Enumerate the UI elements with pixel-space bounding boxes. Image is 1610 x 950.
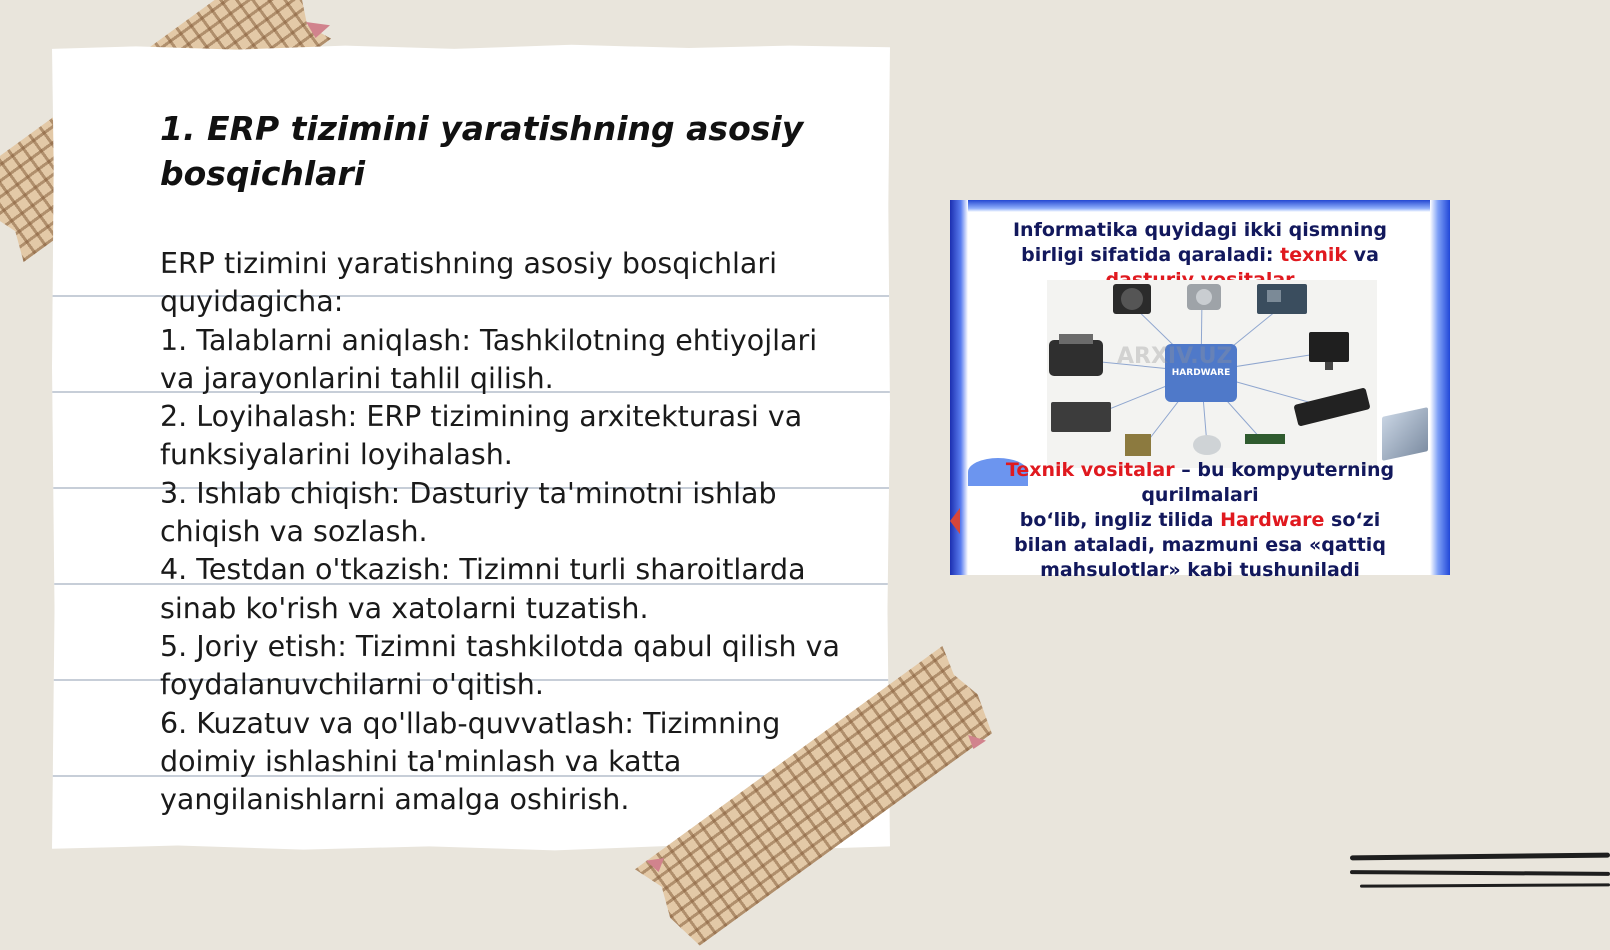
ram-icon <box>1245 434 1285 444</box>
brush-stroke <box>1360 883 1610 887</box>
body-step-4: 4. Testdan o'tkazish: Tizimni turli sharoitlarda sinab ko'rish va xatolarni tuzatish. <box>160 553 806 625</box>
brush-stroke <box>1350 870 1610 876</box>
slide-body <box>160 245 850 819</box>
caption-text3a: bo‘lib, ingliz tilida <box>1019 509 1221 531</box>
caption-text2: qurilmalari <box>1141 484 1259 506</box>
brush-stroke <box>1350 853 1610 861</box>
body-step-3: 3. Ishlab chiqish: Dasturiy ta'minotni ishlab chiqish va sozlash. <box>160 476 777 549</box>
keyboard-icon <box>1293 387 1370 426</box>
body-step-6: 6. Kuzatuv va qo'llab-quvvatlash: Tizimning doimiy ishlashini ta'minlash va katta yangilanishlarni amalga oshirish. <box>160 706 781 817</box>
hardware-figure <box>950 200 1450 581</box>
caption-texnik-vositalar: Texnik vositalar <box>1005 459 1175 481</box>
laptop-icon <box>1382 407 1428 461</box>
body-step-1: 1. Talablarni aniqlash: Tashkilotning ehtiyojlari va jarayonlarini tahlil qilish. <box>160 323 818 395</box>
cpu-icon <box>1125 434 1151 456</box>
motherboard-icon <box>1257 284 1307 314</box>
caption-text4: bilan ataladi, mazmuni esa «qattiq <box>1014 534 1386 556</box>
caption-text5: mahsulotlar» kabi tushuniladi <box>1040 559 1360 581</box>
figure-caption <box>970 458 1430 581</box>
figure-heading <box>974 218 1426 278</box>
figure-heading-line1: Informatika quyidagi ikki qismning <box>1012 219 1388 241</box>
body-step-5: 5. Joriy etish: Tizimni tashkilotda qabul qilish va foydalanuvchilarni o'qitish. <box>160 629 840 702</box>
hardware-center-label: HARDWARE <box>1165 344 1237 402</box>
hardware-diagram <box>1047 280 1377 468</box>
mouse-icon <box>1193 435 1221 455</box>
figure-heading-line3 <box>974 268 1426 278</box>
figure-heading-texnik: texnik <box>1280 244 1348 266</box>
figure-frame-top <box>950 200 1450 212</box>
figure-frame-right <box>1430 200 1450 575</box>
figure-heading-line2b: va <box>1347 244 1379 266</box>
caption-text3b: so‘zi <box>1324 509 1381 531</box>
slide-title: 1. ERP tizimini yaratishning asosiy bosqichlari <box>160 109 804 193</box>
fan-icon <box>1121 288 1143 310</box>
figure-heading-line2a: birligi sifatida qaraladi: <box>1021 244 1281 266</box>
optical-drive-icon <box>1051 402 1111 432</box>
caption-text1: – bu kompyuterning <box>1174 459 1395 481</box>
body-step-2: 2. Loyihalash: ERP tizimining arxitekturasi va funksiyalarini loyihalash. <box>160 400 803 472</box>
printer-icon <box>1049 340 1103 376</box>
caption-hardware: Hardware <box>1220 509 1325 531</box>
monitor-icon <box>1309 332 1349 362</box>
watermark: ARXIV.UZ <box>1117 344 1233 369</box>
body-intro: ERP tizimini yaratishning asosiy bosqichlari quyidagicha: <box>160 247 778 319</box>
